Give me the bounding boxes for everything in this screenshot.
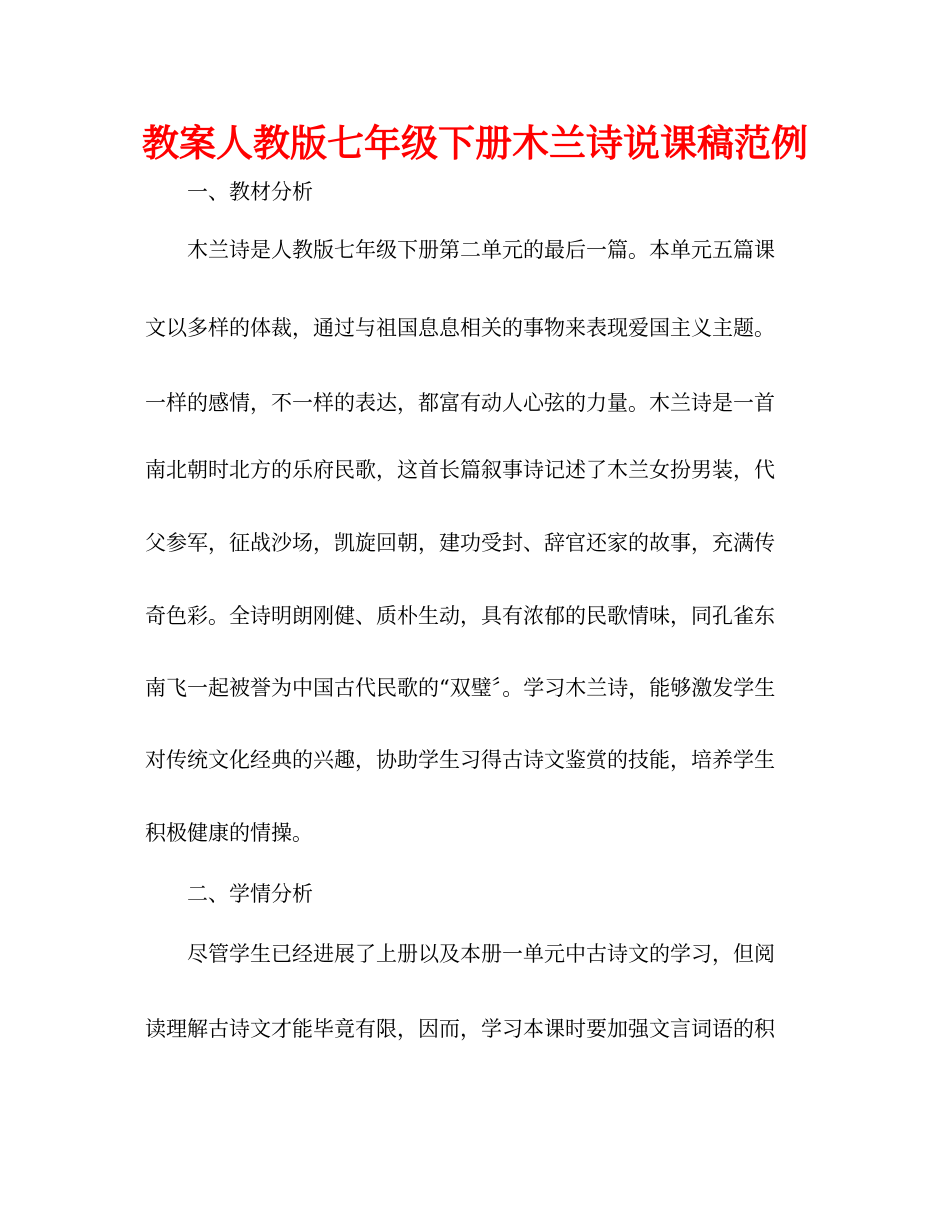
paragraph-line: 木兰诗是人教版七年级下册第二单元的最后一篇。本单元五篇课 xyxy=(187,238,775,262)
paragraph-line: 积极健康的情操。 xyxy=(145,821,313,845)
paragraph-line: 文以多样的体裁，通过与祖国息息相关的事物来表现爱国主义主题。 xyxy=(145,316,775,340)
paragraph-line: 一样的感情，不一样的表达，都富有动人心弦的力量。木兰诗是一首 xyxy=(145,391,775,415)
paragraph-line: 尽管学生已经进展了上册以及本册一单元中古诗文的学习，但阅 xyxy=(187,942,775,966)
paragraph-line: 读理解古诗文才能毕竟有限，因而，学习本课时要加强文言词语的积 xyxy=(145,1017,775,1041)
section-heading-student-analysis: 二、学情分析 xyxy=(187,882,313,906)
paragraph-line: 对传统文化经典的兴趣，协助学生习得古诗文鉴赏的技能，培养学生 xyxy=(145,748,775,772)
paragraph-line: 父参军，征战沙场，凯旋回朝，建功受封、辞官还家的故事，充满传 xyxy=(145,531,775,555)
section-heading-textbook-analysis: 一、教材分析 xyxy=(187,180,313,204)
paragraph-line: 奇色彩。全诗明朗刚健、质朴生动，具有浓郁的民歌情味，同孔雀东 xyxy=(145,604,775,628)
document-title: 教案人教版七年级下册木兰诗说课稿范例 xyxy=(142,122,808,165)
paragraph-line: 南飞一起被誉为中国古代民歌的“双璧〞。学习木兰诗，能够激发学生 xyxy=(145,676,776,700)
paragraph-line: 南北朝时北方的乐府民歌，这首长篇叙事诗记述了木兰女扮男装，代 xyxy=(145,458,775,482)
